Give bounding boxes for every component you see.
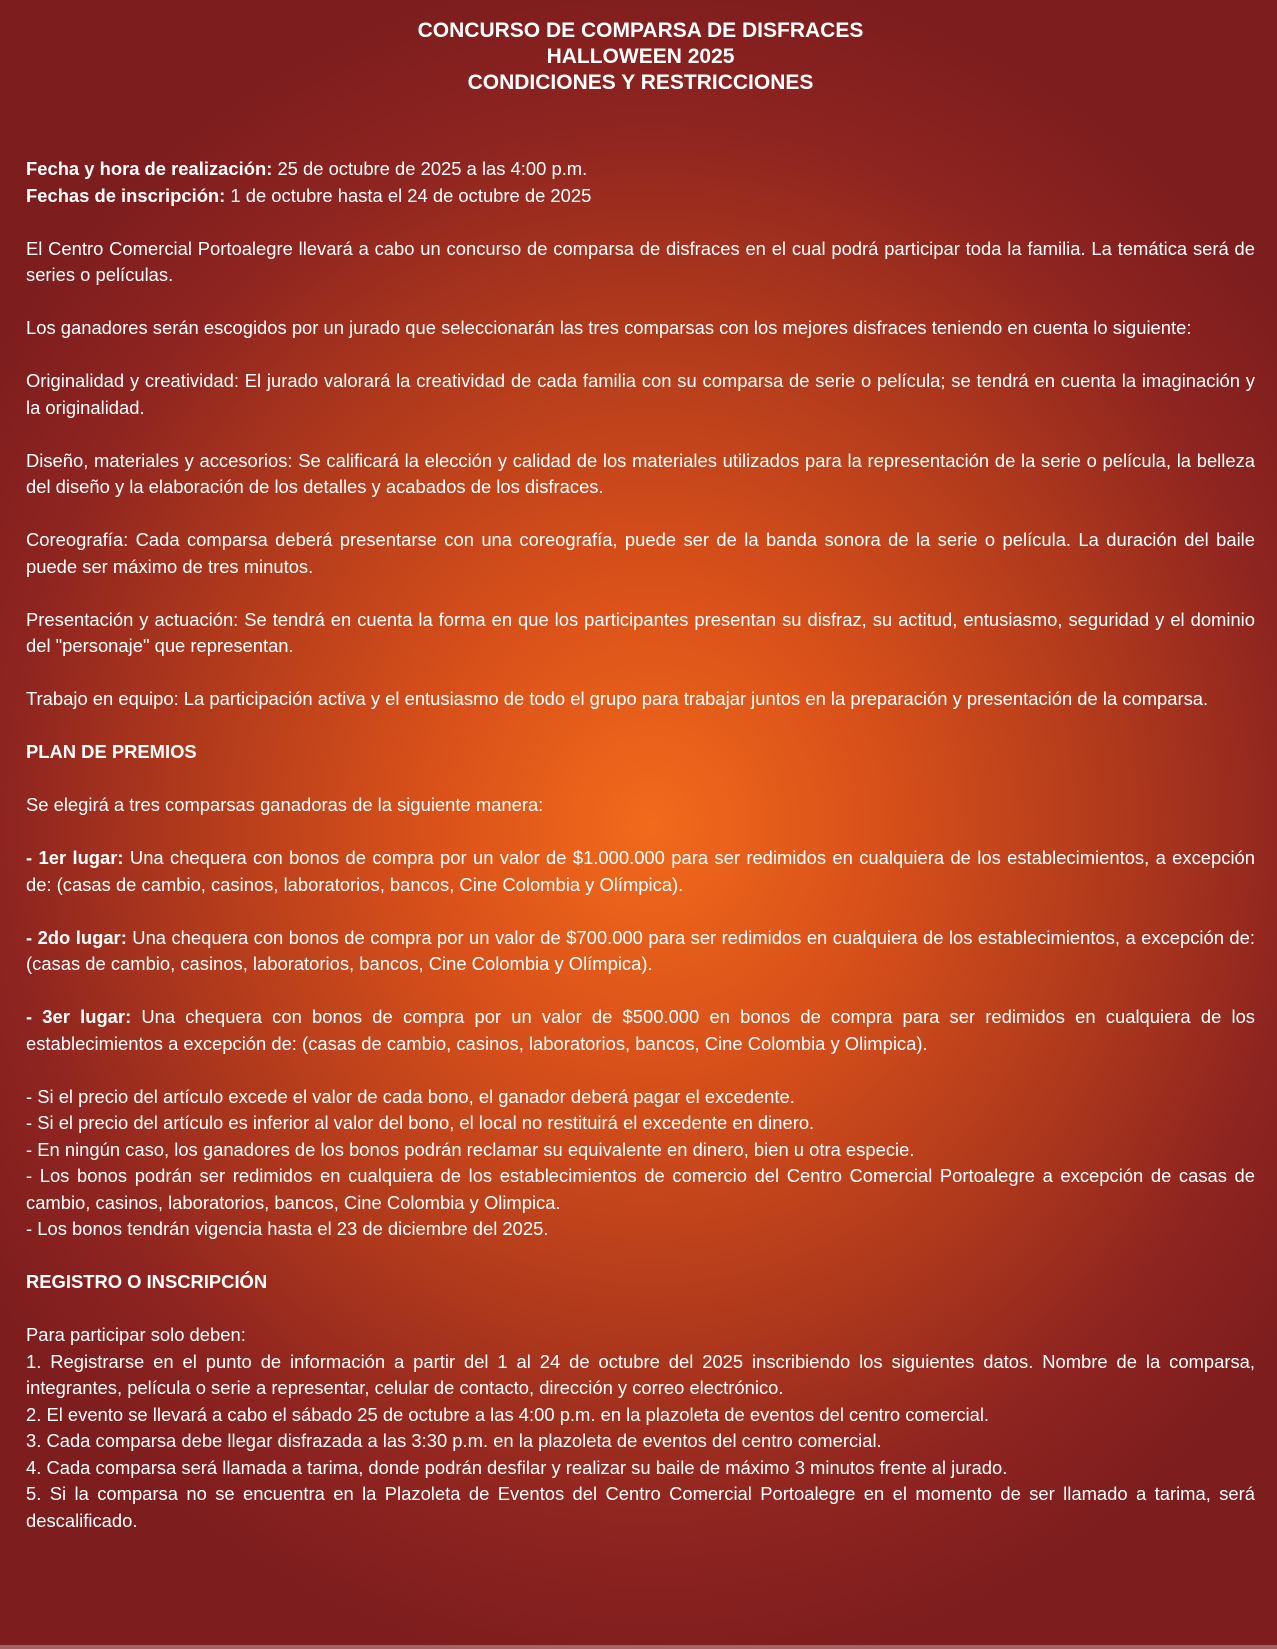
criterion-presentation: Presentación y actuación: Se tendrá en cuenta la forma en que los participantes presentan su disfraz, su actitud, entusiasmo, seguridad y el dominio del "personaje" que representan. xyxy=(26,608,1255,656)
registration-date-label: Fechas de inscripción: xyxy=(26,184,226,206)
prize-rule: - Si el precio del artículo es inferior al valor del bono, el local no restituirá el excedente en dinero. xyxy=(26,1112,815,1133)
prizes-intro: Se elegirá a tres comparsas ganadoras de la siguiente manera: xyxy=(26,794,544,815)
registration-step: 1. Registrarse en el punto de información a partir del 1 al 24 de octubre del 2025 inscribiendo los siguientes datos. Nombre de la comparsa, integrantes, película o serie a representar, celular de contacto, dirección y correo electrónico. xyxy=(26,1350,1255,1398)
prize-first-text: Una chequera con bonos de compra por un valor de $1.000.000 para ser redimidos en cualquiera de los establecimientos, a excepción de: (casas de cambio, casinos, laboratorios, bancos, Cine Colombia y Olímpica). xyxy=(26,847,1255,895)
registration-step: 5. Si la comparsa no se encuentra en la Plazoleta de Eventos del Centro Comercial Portoalegre en el momento de ser llamado a tarima, será descalificado. xyxy=(26,1483,1255,1531)
criterion-originality: Originalidad y creatividad: El jurado valorará la creatividad de cada familia con su comparsa de serie o película; se tendrá en cuenta la imaginación y la originalidad. xyxy=(26,370,1255,418)
registration-intro: Para participar solo deben: xyxy=(26,1324,246,1345)
event-date-label: Fecha y hora de realización: xyxy=(26,158,273,179)
criterion-teamwork: Trabajo en equipo: La participación activa y el entusiasmo de todo el grupo para trabajar juntos en la preparación y presentación de la comparsa. xyxy=(26,688,1209,709)
prize-third xyxy=(26,1004,1255,1057)
criterion-design: Diseño, materiales y accesorios: Se calificará la elección y calidad de los materiales utilizados para la representación de la serie o película, la belleza del diseño y la elaboración de los detalles y acabados de los disfraces. xyxy=(26,449,1255,497)
prize-first xyxy=(26,845,1255,898)
event-date-line xyxy=(26,156,1255,183)
event-date-value: 25 de octubre de 2025 a las 4:00 p.m. xyxy=(272,158,588,179)
title-line-3: CONDICIONES Y RESTRICCIONES xyxy=(467,71,814,94)
judges-paragraph: Los ganadores serán escogidos por un jurado que seleccionarán las tres comparsas con los mejores disfraces teniendo en cuenta lo siguiente: xyxy=(26,317,1192,338)
prize-rule: - Los bonos tendrán vigencia hasta el 23 de diciembre del 2025. xyxy=(26,1218,549,1239)
prize-second-text: Una chequera con bonos de compra por un valor de $700.000 para ser redimidos en cualquiera de los establecimientos, a excepción de: (casas de cambio, casinos, laboratorios, bancos, Cine Colombia y Olímpica). xyxy=(26,926,1256,974)
registration-step: 3. Cada comparsa debe llegar disfrazada a las 3:30 p.m. en la plazoleta de eventos del centro comercial. xyxy=(26,1430,882,1451)
intro-paragraph: El Centro Comercial Portoalegre llevará a cabo un concurso de comparsa de disfraces en el cual podrá participar toda la familia. La temática será de series o películas. xyxy=(26,237,1255,285)
prize-rule: - Los bonos podrán ser redimidos en cualquiera de los establecimientos de comercio del Centro Comercial Portoalegre a excepción de casas de cambio, casinos, laboratorios, bancos, Cine Colombia y Olimpica. xyxy=(26,1165,1255,1213)
prize-third-label: - 3er lugar: xyxy=(26,1006,132,1027)
registration-heading: REGISTRO O INSCRIPCIÓN xyxy=(26,1271,268,1292)
document-title xyxy=(26,18,1255,96)
title-line-1: CONCURSO DE COMPARSA DE DISFRACES xyxy=(417,19,864,42)
prize-rule: - Si el precio del artículo excede el valor de cada bono, el ganador deberá pagar el excedente. xyxy=(26,1085,795,1107)
prize-rule: - En ningún caso, los ganadores de los bonos podrán reclamar su equivalente en dinero, bien u otra especie. xyxy=(26,1138,915,1160)
registration-step: 4. Cada comparsa será llamada a tarima, donde podrán desfilar y realizar su baile de máximo 3 minutos frente al jurado. xyxy=(26,1456,1008,1478)
registration-step: 2. El evento se llevará a cabo el sábado 25 de octubre a las 4:00 p.m. en la plazoleta de eventos del centro comercial. xyxy=(26,1403,990,1425)
registration-date-value: 1 de octubre hasta el 24 de octubre de 2025 xyxy=(225,184,592,206)
prize-third-text: Una chequera con bonos de compra por un valor de $500.000 en bonos de compra para ser redimidos en cualquiera de los establecimientos a excepción de: (casas de cambio, casinos, laboratorios, bancos, Cine Colombia y Olimpica). xyxy=(26,1006,1255,1054)
prize-second-label: - 2do lugar: xyxy=(26,926,127,948)
prize-first-label: - 1er lugar: xyxy=(26,847,124,868)
registration-date-line xyxy=(26,183,1255,210)
prize-second xyxy=(26,925,1255,978)
bottom-divider xyxy=(0,1645,1277,1649)
document-body xyxy=(26,156,1255,1534)
criterion-choreography: Coreografía: Cada comparsa deberá presentarse con una coreografía, puede ser de la banda sonora de la serie o película. La duración del baile puede ser máximo de tres minutos. xyxy=(26,529,1255,577)
title-line-2: HALLOWEEN 2025 xyxy=(546,45,735,68)
prizes-heading: PLAN DE PREMIOS xyxy=(26,741,197,762)
